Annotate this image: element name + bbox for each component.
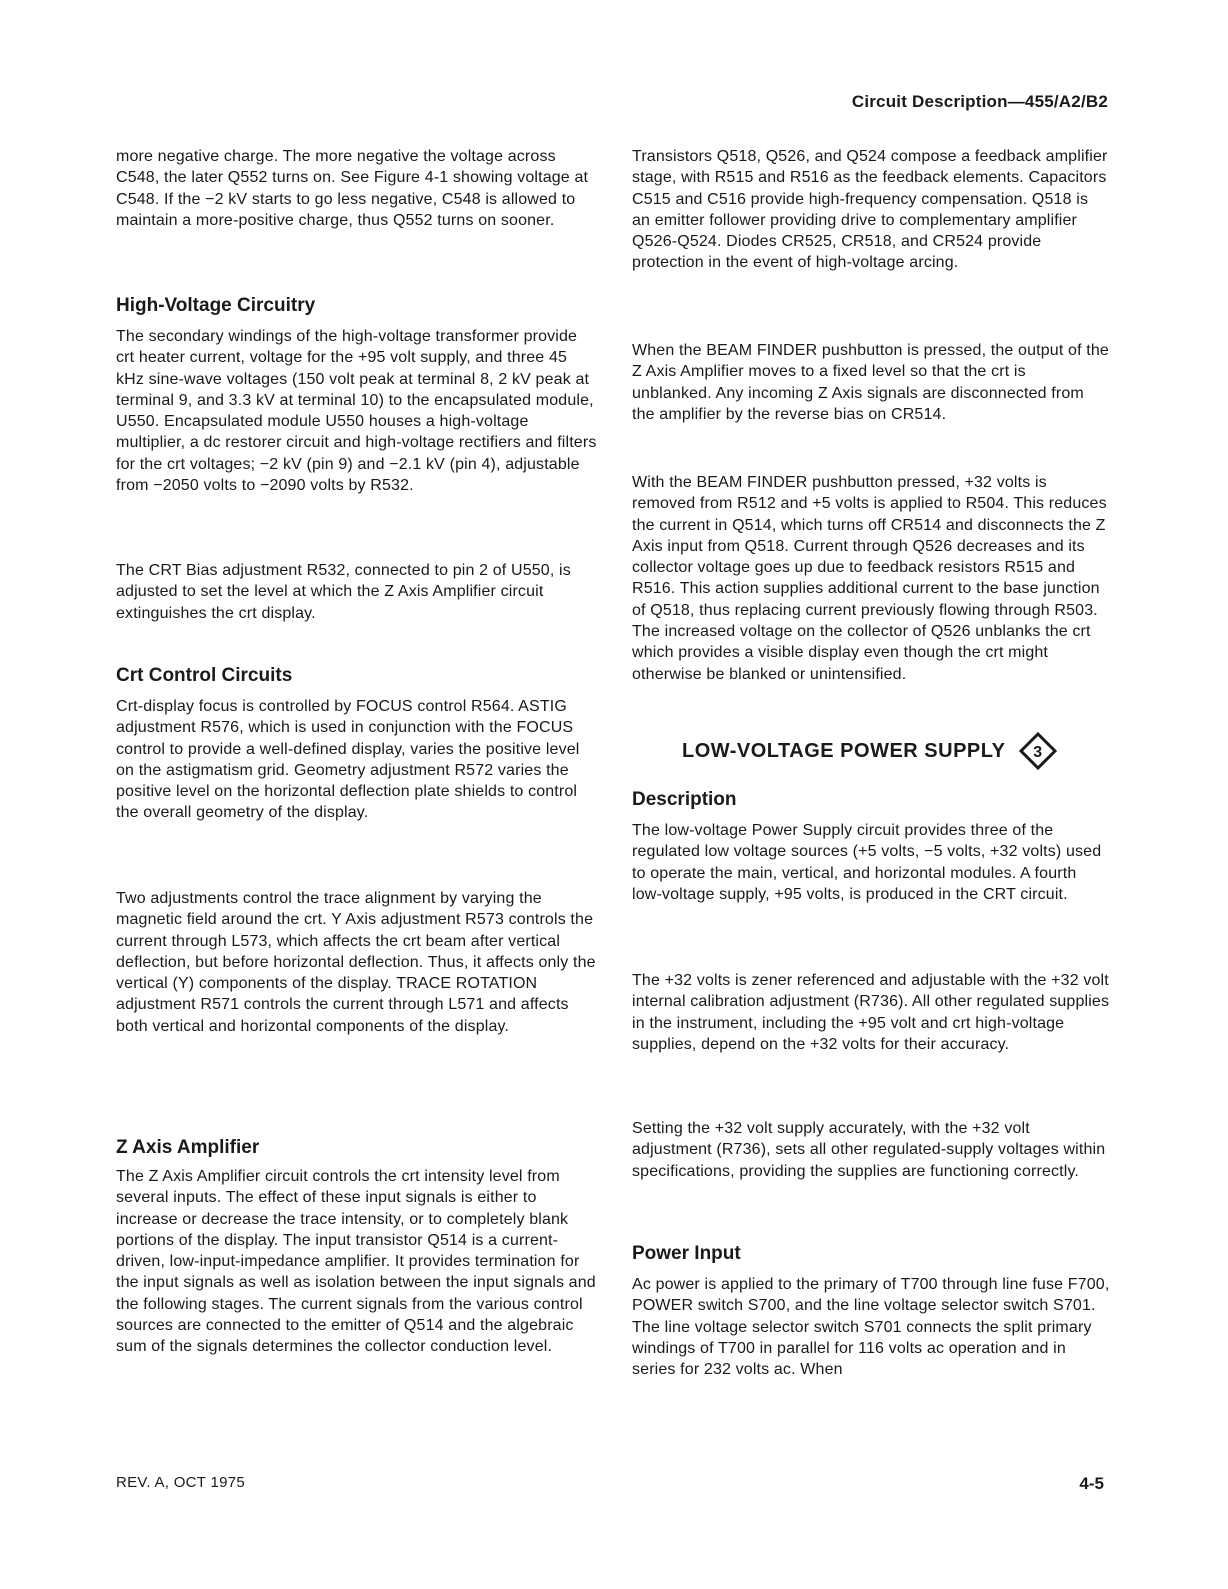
paragraph [632, 472, 1110, 685]
heading-text: Crt Control Circuits [116, 665, 293, 686]
paragraph [632, 340, 1110, 425]
heading-text: Description [632, 789, 737, 810]
paragraph-text: Crt-display focus is controlled by FOCUS control R564. ASTIG adjustment R576, which is used in conjunction with the FOCUS control to provide a well-defined display, varies the positive level on the astigmatism grid. Geometry adjustment R572 varies the positive level on the horizontal deflection plate shields to control the overall geometry of the display. [116, 698, 580, 822]
heading-high-voltage [116, 294, 598, 318]
diagram-number: 3 [1033, 744, 1044, 761]
heading-description [632, 788, 1110, 812]
paragraph [632, 820, 1110, 905]
paragraph [116, 888, 598, 1037]
paragraph-text: Transistors Q518, Q526, and Q524 compose a feedback amplifier stage, with R515 and R516 as the feedback elements. Capacitors C515 and C516 provide high-frequency compensation. Q518 is an emitter follower providing drive to complementary amplifier Q526-Q524. Diodes CR525, CR518, and CR524 provide protection in the event of high-voltage arcing. [632, 148, 1108, 272]
revision-date: REV. A, OCT 1975 [116, 1474, 246, 1491]
page-number: 4-5 [1079, 1474, 1104, 1493]
paragraph [632, 146, 1110, 274]
page-header-title: Circuit Description—455/A2/B2 [851, 92, 1108, 111]
paragraph-text: Two adjustments control the trace alignment by varying the magnetic field around the crt. Y Axis adjustment R573 controls the current through L573, which affects the crt beam after vertical deflection, but before horizontal deflection. Thus, it affects only the vertical (Y) components of the display. TRACE ROTATION adjustment R571 controls the current through L571 and affects both vertical and horizontal components of the display. [116, 890, 596, 1035]
heading-power-input [632, 1242, 1110, 1266]
heading-z-axis [116, 1136, 598, 1160]
heading-crt-control [116, 664, 598, 688]
paragraph-text: The Z Axis Amplifier circuit controls the crt intensity level from several inputs. The effect of these input signals is either to increase or decrease the trace intensity, or to completely blank portions of the display. The input transistor Q514 is a current-driven, low-input-impedance amplifier. It provides termination for the input signals as well as isolation between the input signals and the following stages. The current signals from the various control sources are connected to the emitter of Q514 and the algebraic sum of the signals determines the collector conduction level. [116, 1168, 596, 1356]
paragraph [116, 1166, 598, 1358]
paragraph-text: Setting the +32 volt supply accurately, with the +32 volt adjustment (R736), sets all other regulated-supply voltages within specifications, providing the supplies are functioning correctly. [632, 1120, 1106, 1180]
paragraph [116, 326, 598, 496]
paragraph-text: The CRT Bias adjustment R532, connected to pin 2 of U550, is adjusted to set the level at which the Z Axis Amplifier circuit extinguishes the crt display. [116, 562, 571, 622]
paragraph [632, 1118, 1110, 1182]
section-title-text: LOW-VOLTAGE POWER SUPPLY [682, 739, 1006, 762]
paragraph-text: The +32 volts is zener referenced and adjustable with the +32 volt internal calibration adjustment (R736). All other regulated supplies in the instrument, including the +95 volt and crt high-voltage supplies, depend on the +32 volts for their accuracy. [632, 972, 1110, 1053]
paragraph [116, 696, 598, 824]
paragraph-text: With the BEAM FINDER pushbutton pressed, +32 volts is removed from R512 and +5 volts is applied to R504. This reduces the current in Q514, which turns off CR514 and disconnects the Z Axis input from Q518. Current through Q526 decreases and its collector voltage goes up due to feedback resistors R515 and R516. This action supplies additional current to the base junction of Q518, thus replacing current previously flowing through R503. The increased voltage on the collector of Q526 unblanks the crt which provides a visible display even though the crt might otherwise be blanked or unintensified. [632, 474, 1107, 683]
paragraph-text: When the BEAM FINDER pushbutton is pressed, the output of the Z Axis Amplifier moves to a fixed level so that the crt is unblanked. Any incoming Z Axis signals are disconnected from the amplifier by the reverse bias on CR514. [632, 342, 1109, 423]
section-title [632, 738, 1110, 764]
heading-text: High-Voltage Circuitry [116, 295, 316, 316]
paragraph-text: The secondary windings of the high-voltage transformer provide crt heater current, voltage for the +95 volt supply, and three 45 kHz sine-wave voltages (150 volt peak at terminal 8, 2 kV peak at terminal 9, and 3.3 kV at terminal 10) to the encapsulated module, U550. Encapsulated module U550 houses a high-voltage multiplier, a dc restorer circuit and high-voltage rectifiers and filters for the crt voltages; −2 kV (pin 9) and −2.1 kV (pin 4), adjustable from −2050 volts to −2090 volts by R532. [116, 328, 597, 495]
diagram-number-diamond-icon [1025, 738, 1051, 764]
heading-text: Z Axis Amplifier [116, 1137, 260, 1158]
paragraph-text: Ac power is applied to the primary of T700 through line fuse F700, POWER switch S700, and the line voltage selector switch S701. The line voltage selector switch S701 connects the split primary windings of T700 in parallel for 116 volts ac operation and in series for 232 volts ac. When [632, 1276, 1110, 1379]
paragraph-text: more negative charge. The more negative the voltage across C548, the later Q552 turns on. See Figure 4-1 showing voltage at C548. If the −2 kV starts to go less negative, C548 is allowed to maintain a more-positive charge, thus Q552 turns on sooner. [116, 148, 589, 229]
heading-text: Power Input [632, 1243, 741, 1264]
paragraph [632, 1274, 1110, 1380]
paragraph [632, 970, 1110, 1055]
paragraph [116, 146, 598, 231]
paragraph-text: The low-voltage Power Supply circuit provides three of the regulated low voltage sources (+5 volts, −5 volts, +32 volts) used to operate the main, vertical, and horizontal modules. A fourth low-voltage supply, +95 volts, is produced in the CRT circuit. [632, 822, 1102, 903]
paragraph [116, 560, 598, 624]
